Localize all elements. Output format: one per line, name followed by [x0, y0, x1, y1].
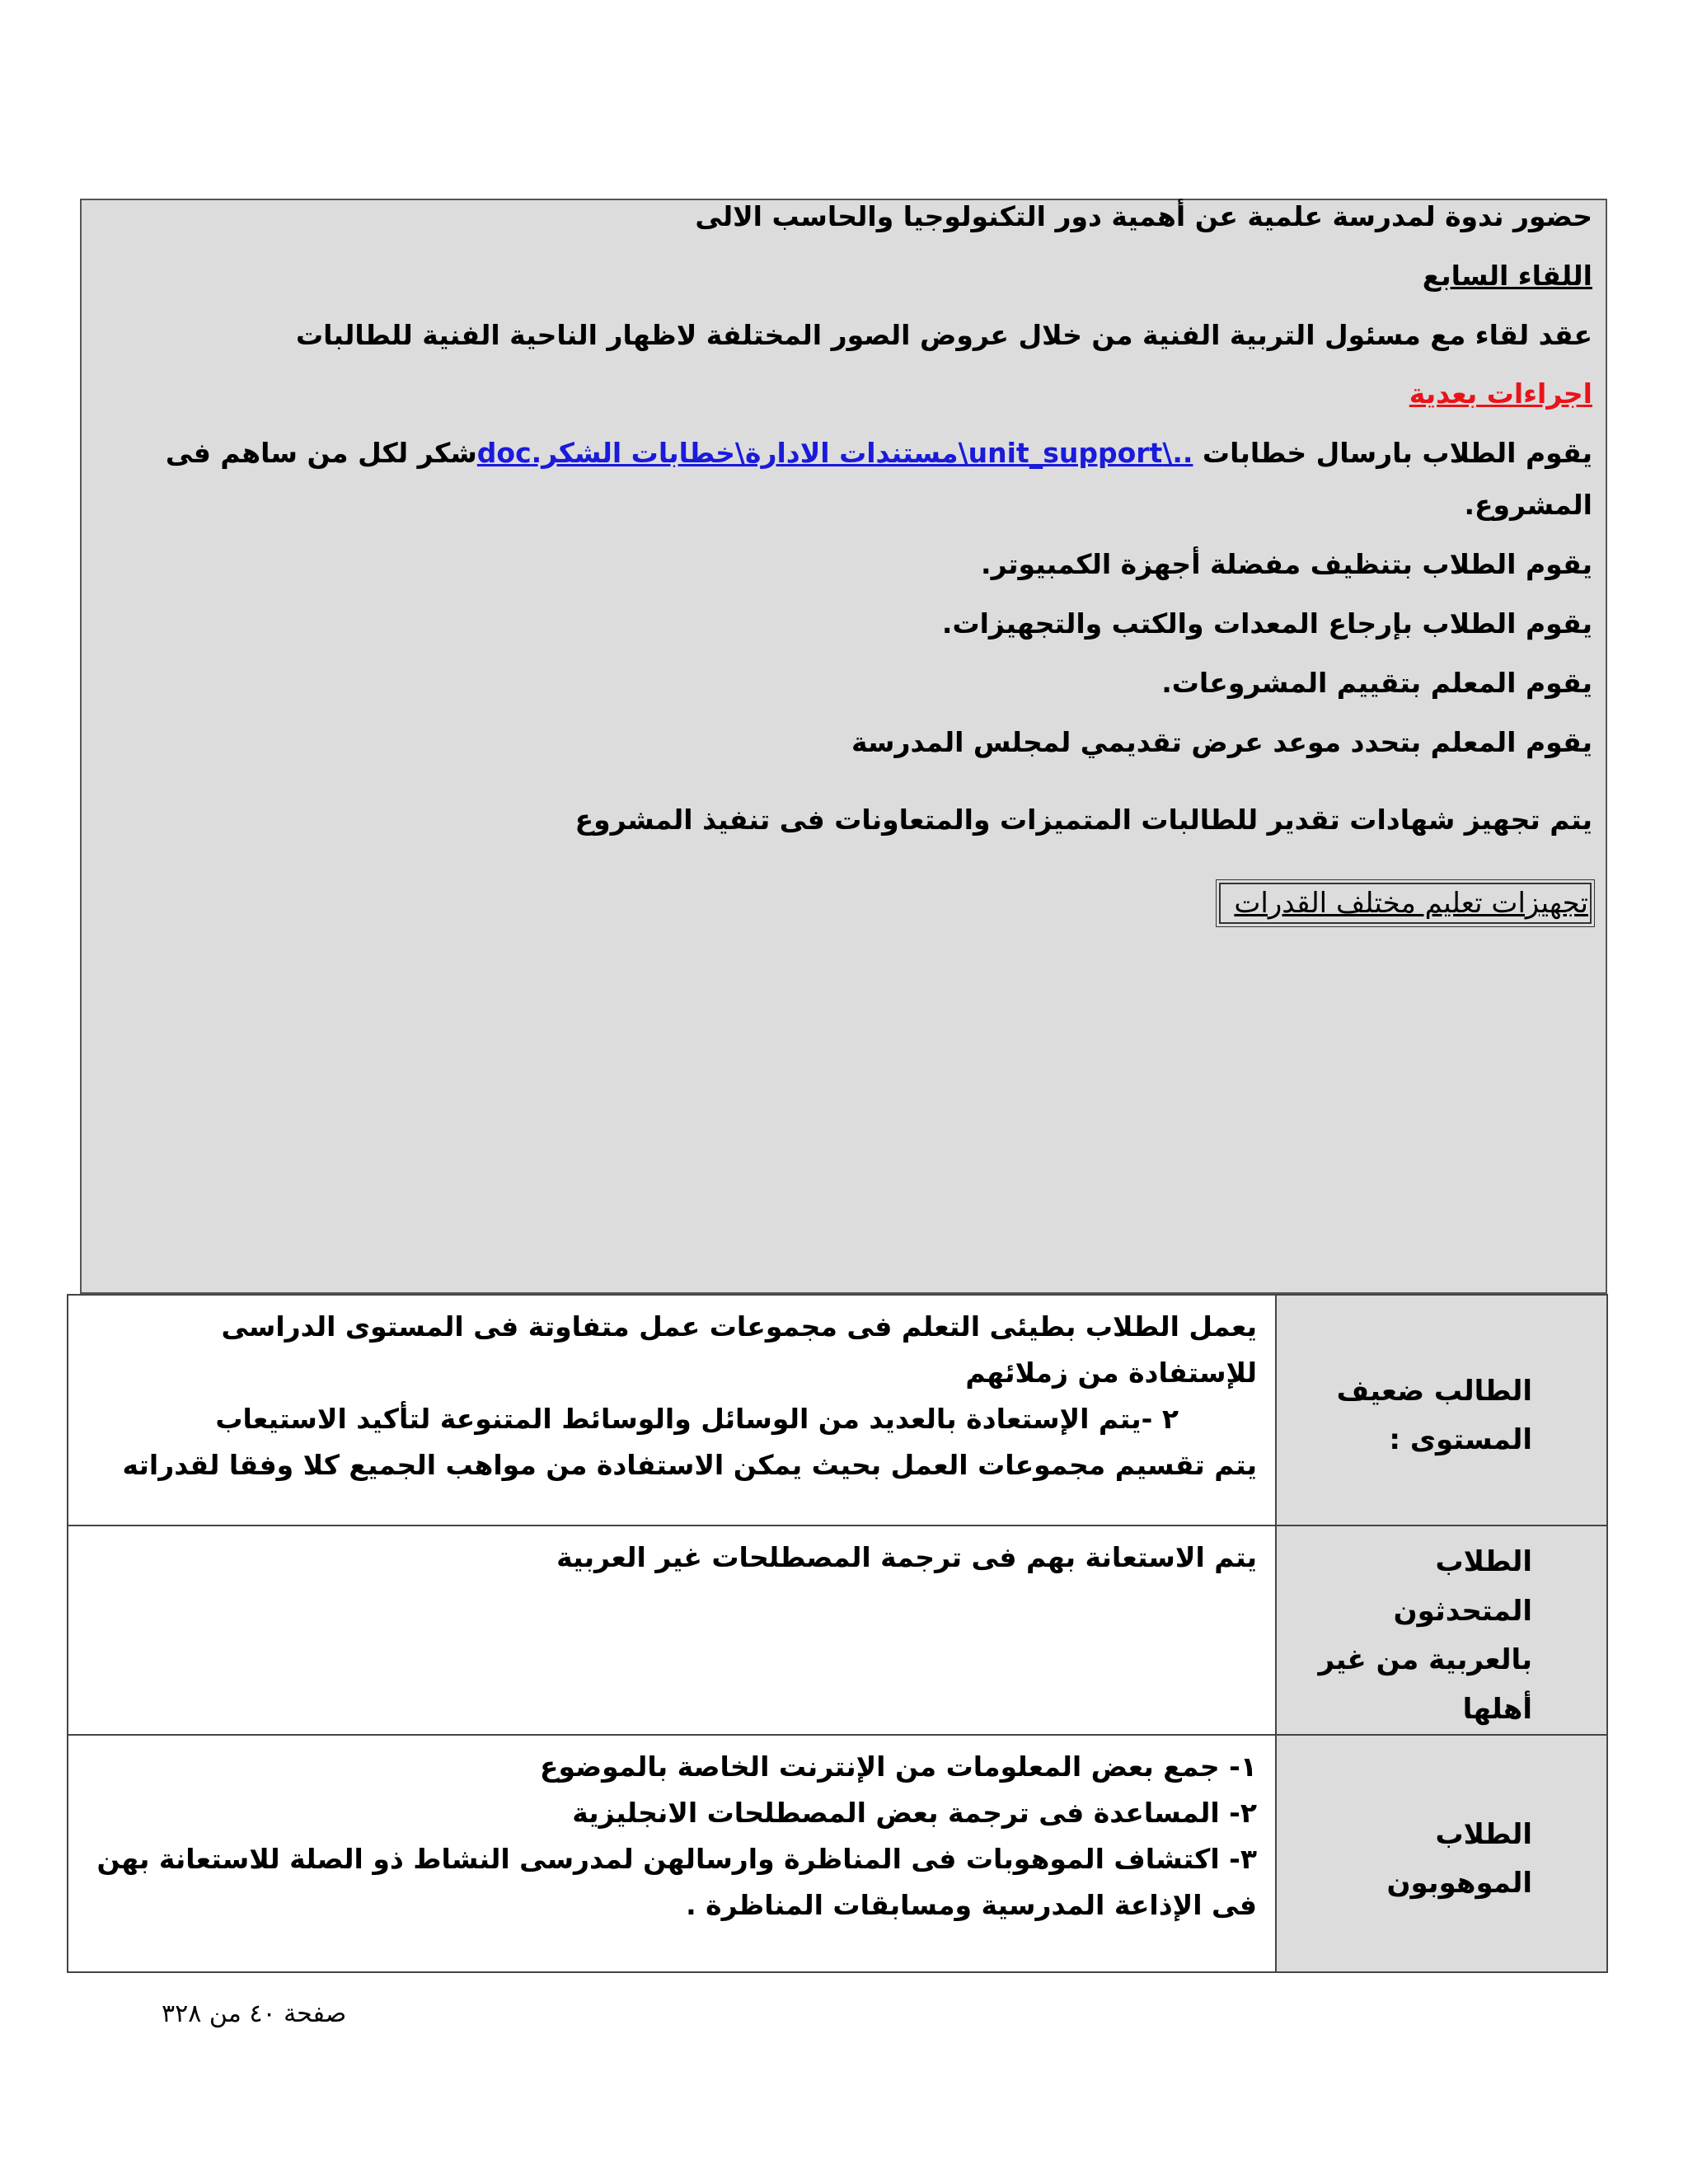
description-cell [68, 1526, 1276, 1735]
description-line: ٣- اكتشاف الموهوبات فى المناظرة وارسالهن لمدرسى النشاط ذو الصلة للاستعانة بهن فى الإذاعة المدرسية ومسابقات المناظرة . [96, 1843, 1257, 1922]
letters-line [166, 437, 1592, 470]
post-procedures-heading: اجراءات بعدية [1409, 377, 1592, 410]
meeting-heading: اللقاء السابع [1422, 260, 1592, 292]
step-clean: يقوم الطلاب بتنظيف مفضلة أجهزة الكمبيوتر. [981, 548, 1592, 580]
description-line: ٢ -يتم الإستعادة بالعديد من الوسائل والوسائط المتنوعة لتأكيد الاستيعاب [215, 1403, 1179, 1436]
category-cell: الطلاب الموهوبون [1276, 1735, 1607, 1972]
step-certificates: يتم تجهيز شهادات تقدير للطالبات المتميزات والمتعاونات فى تنفيذ المشروع [574, 804, 1592, 836]
step-schedule: يقوم المعلم بتحدد موعد عرض تقديمي لمجلس المدرسة [851, 726, 1592, 758]
description-line: يتم الاستعانة بهم فى ترجمة المصطلحات غير العربية [556, 1541, 1257, 1573]
description-line: يتم تقسيم مجموعات العمل بحيث يمكن الاستفادة من مواهب الجميع كلا وفقا لقدراته [122, 1449, 1257, 1482]
learner-levels-table [67, 1294, 1608, 1973]
step-evaluate: يقوم المعلم بتقييم المشروعات. [1161, 667, 1592, 699]
letters-link[interactable]: ..\unit_support\مستندات الادارة\خطابات الشكر.doc [476, 437, 1193, 469]
description-cell [68, 1295, 1276, 1526]
seminar-line: حضور ندوة لمدرسة علمية عن أهمية دور التكنولوجيا والحاسب الالى [695, 200, 1592, 232]
table-row [68, 1526, 1607, 1735]
category-cell: الطالب ضعيف المستوى : [1276, 1295, 1607, 1526]
page-number: صفحة ٤٠ من ٣٢٨ [162, 1999, 347, 2028]
letters-suffix: شكر لكل من ساهم فى [165, 437, 477, 469]
table-row [68, 1735, 1607, 1972]
description-line: ١- جمع بعض المعلومات من الإنترنت الخاصة بالموضوع [540, 1750, 1257, 1783]
description-line: ٢- المساعدة فى ترجمة بعض المصطلحات الانجليزية [572, 1797, 1257, 1830]
letters-continued: المشروع. [1464, 489, 1592, 521]
step-return: يقوم الطلاب بإرجاع المعدات والكتب والتجهيزات. [941, 607, 1592, 640]
description-cell [68, 1735, 1276, 1972]
description-line: يعمل الطلاب بطيئى التعلم فى مجموعات عمل متفاوتة فى المستوى الدراسى للإستفادة من زملائهم [221, 1310, 1257, 1390]
category-cell: الطلاب المتحدثون بالعربية من غير أهلها [1276, 1526, 1607, 1735]
differentiated-learning-label: تجهيزات تعليم مختلف القدرات [1219, 883, 1592, 924]
letters-prefix: يقوم الطلاب بارسال خطابات [1193, 437, 1592, 469]
meeting-line: عقد لقاء مع مسئول التربية الفنية من خلال عروض الصور المختلفة لاظهار الناحية الفنية للطالبات [295, 319, 1592, 351]
table-row [68, 1295, 1607, 1526]
